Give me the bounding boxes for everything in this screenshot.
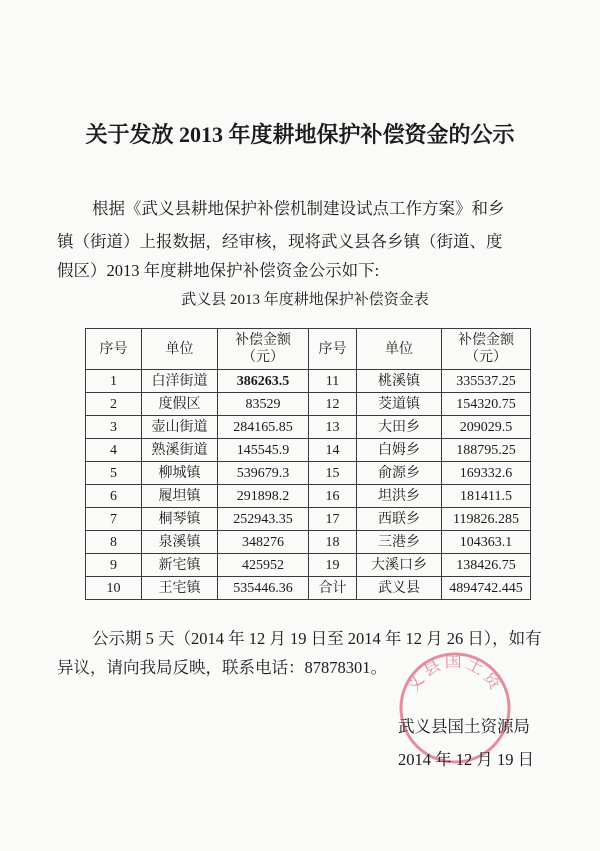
seq-cell: 19 [309,554,357,577]
intro-line: 假区）2013 年度耕地保护补偿资金公示如下: [57,261,380,280]
table-row [86,485,531,508]
table-row [86,439,531,462]
table-title: 武义县 2013 年度耕地保护补偿资金表 [181,292,429,308]
table-row [86,508,531,531]
unit-cell: 大田乡 [357,416,442,439]
table-row [86,393,531,416]
amount-cell: 348276 [218,531,309,554]
amount-cell: 181411.5 [442,485,531,508]
seq-cell: 2 [86,393,142,416]
seq-cell: 17 [309,508,357,531]
seq-cell: 13 [309,416,357,439]
unit-cell: 王宅镇 [142,577,218,600]
total-amount-cell: 4894742.445 [442,577,531,600]
table-header-row [86,329,531,370]
total-unit-cell: 武义县 [357,577,442,600]
table-row [86,577,531,600]
amount-cell: 539679.3 [218,462,309,485]
intro-line: 镇（街道）上报数据，经审核，现将武义县各乡镇（街道、度 [57,232,503,251]
seq-cell: 5 [86,462,142,485]
header-unit: 单位 [357,329,442,370]
notice-line: 公示期 5 天（2014 年 12 月 19 日至 2014 年 12 月 26 日），如有 [92,629,542,648]
unit-cell: 俞源乡 [357,462,442,485]
unit-cell: 度假区 [142,393,218,416]
seq-cell: 7 [86,508,142,531]
issuing-organization: 武义县国土资源局 [398,717,530,736]
amount-cell: 535446.36 [218,577,309,600]
seq-cell: 15 [309,462,357,485]
seq-cell: 18 [309,531,357,554]
seq-cell: 9 [86,554,142,577]
unit-cell: 白洋街道 [142,370,218,393]
document-title: 关于发放 2013 年度耕地保护补偿资金的公示 [85,122,515,147]
amount-cell: 425952 [218,554,309,577]
unit-cell: 茭道镇 [357,393,442,416]
amount-cell: 169332.6 [442,462,531,485]
amount-cell: 252943.35 [218,508,309,531]
header-amount-line1: 补偿金额 [458,333,514,348]
unit-cell: 三港乡 [357,531,442,554]
seq-cell: 10 [86,577,142,600]
header-amount-line1: 补偿金额 [235,333,291,348]
seq-cell: 11 [309,370,357,393]
amount-cell: 138426.75 [442,554,531,577]
header-amount-line2: （元） [465,350,507,365]
unit-cell: 壶山街道 [142,416,218,439]
amount-cell: 386263.5 [218,370,309,393]
table-row [86,462,531,485]
unit-cell: 泉溪镇 [142,531,218,554]
seq-cell: 14 [309,439,357,462]
issue-date: 2014 年 12 月 19 日 [398,750,535,769]
unit-cell: 坦洪乡 [357,485,442,508]
header-amount-line2: （元） [242,350,284,365]
seq-cell: 6 [86,485,142,508]
total-label-cell: 合计 [309,577,357,600]
header-seq: 序号 [309,329,357,370]
amount-cell: 284165.85 [218,416,309,439]
unit-cell: 白姆乡 [357,439,442,462]
seq-cell: 3 [86,416,142,439]
amount-cell: 104363.1 [442,531,531,554]
compensation-table [85,328,531,600]
unit-cell: 桐琴镇 [142,508,218,531]
unit-cell: 大溪口乡 [357,554,442,577]
amount-cell: 335537.25 [442,370,531,393]
seal-text-path: 义县国土资 [402,651,507,696]
amount-cell: 119826.285 [442,508,531,531]
header-amount [442,329,531,370]
table-row [86,554,531,577]
unit-cell: 新宅镇 [142,554,218,577]
unit-cell: 柳城镇 [142,462,218,485]
intro-line: 根据《武义县耕地保护补偿机制建设试点工作方案》和乡 [92,199,505,218]
table-row [86,416,531,439]
seal-text [403,652,507,696]
header-seq: 序号 [86,329,142,370]
amount-cell: 188795.25 [442,439,531,462]
unit-cell: 桃溪镇 [357,370,442,393]
notice-line: 异议，请向我局反映，联系电话：87878301。 [57,658,387,677]
amount-cell: 291898.2 [218,485,309,508]
amount-cell: 83529 [218,393,309,416]
seq-cell: 1 [86,370,142,393]
header-amount [218,329,309,370]
seq-cell: 12 [309,393,357,416]
unit-cell: 西联乡 [357,508,442,531]
table-row [86,370,531,393]
amount-cell: 154320.75 [442,393,531,416]
header-unit: 单位 [142,329,218,370]
table-row [86,531,531,554]
amount-cell: 209029.5 [442,416,531,439]
seq-cell: 8 [86,531,142,554]
seq-cell: 4 [86,439,142,462]
unit-cell: 履坦镇 [142,485,218,508]
seq-cell: 16 [309,485,357,508]
unit-cell: 熟溪街道 [142,439,218,462]
amount-cell: 145545.9 [218,439,309,462]
